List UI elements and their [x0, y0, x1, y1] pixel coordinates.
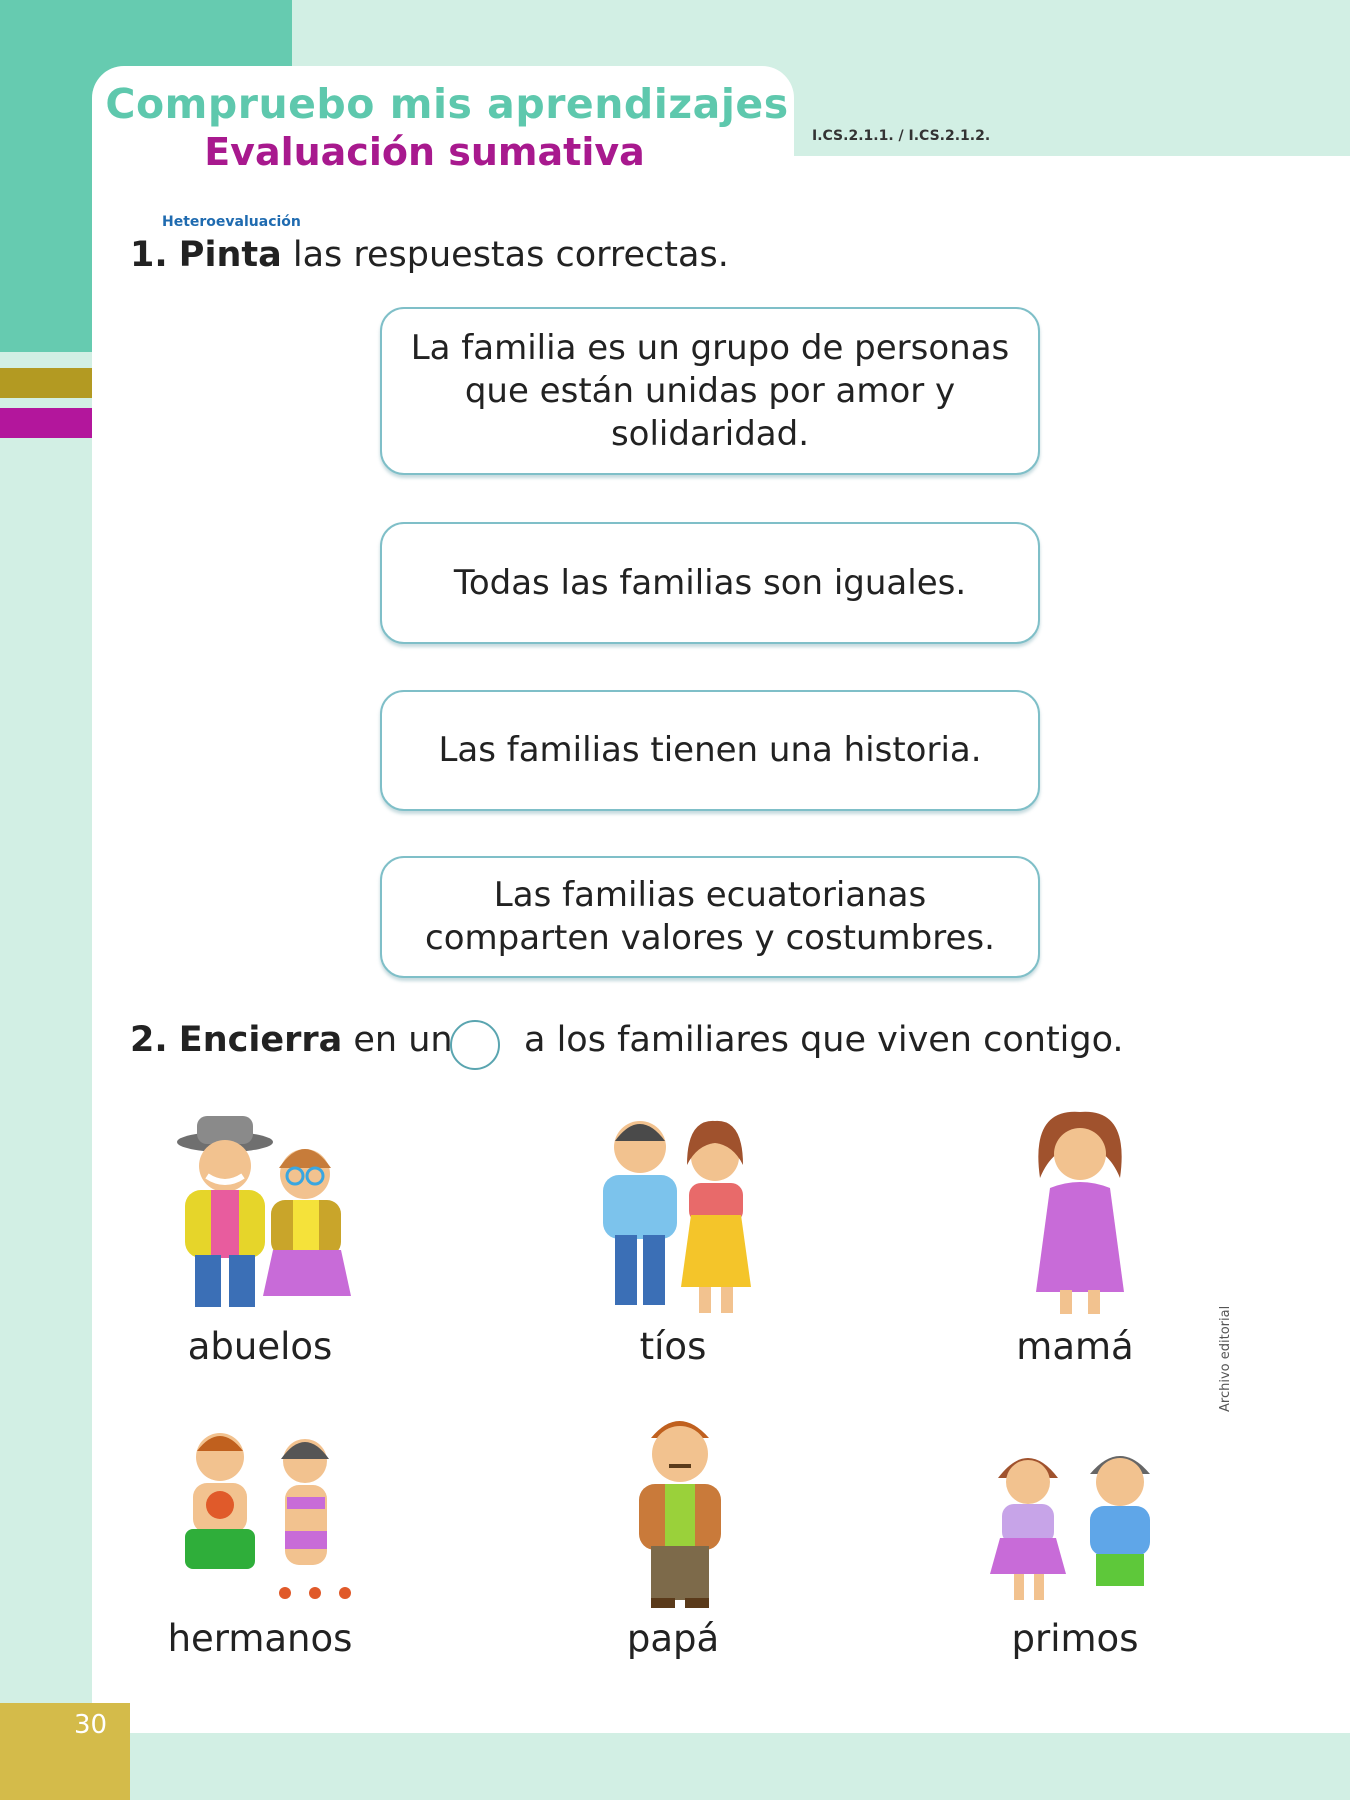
aunt-uncle-illustration[interactable]: [575, 1105, 775, 1325]
question-1-text: las respuestas correctas.: [281, 235, 729, 275]
page-title: Compruebo mis aprendizajes: [105, 80, 789, 128]
magenta-band: [0, 408, 92, 438]
relative-label-mama: mamá: [1016, 1325, 1134, 1368]
answer-option-4[interactable]: Las familias ecuatorianas comparten valores y costumbres.: [380, 856, 1040, 978]
page-number-box: [0, 1703, 130, 1800]
answer-option-2[interactable]: Todas las familias son iguales.: [380, 522, 1040, 644]
father-illustration[interactable]: [615, 1408, 745, 1618]
relative-label-abuelos: abuelos: [187, 1325, 333, 1368]
cousins-illustration[interactable]: [968, 1438, 1178, 1618]
question-1-verb: Pinta: [178, 235, 282, 275]
question-2-text: a los familiares que viven contigo.: [524, 1020, 1124, 1060]
answer-option-3[interactable]: Las familias tienen una historia.: [380, 690, 1040, 811]
answer-option-1[interactable]: La familia es un grupo de personas que están unidas por amor y solidaridad.: [380, 307, 1040, 475]
question-1-prompt: [130, 235, 729, 275]
question-2-mid: en un: [342, 1020, 453, 1060]
image-credit: Archivo editorial: [1218, 1305, 1233, 1412]
relative-label-hermanos: hermanos: [167, 1617, 353, 1660]
section-tag: Heteroevaluación: [162, 214, 301, 230]
question-2-prompt: [130, 1020, 453, 1060]
siblings-illustration[interactable]: [165, 1425, 375, 1615]
curriculum-indicators: I.CS.2.1.1. / I.CS.2.1.2.: [812, 128, 991, 144]
relative-label-papa: papá: [626, 1617, 720, 1660]
question-2-number: 2.: [130, 1020, 168, 1060]
olive-band: [0, 368, 92, 398]
relative-label-tios: tíos: [639, 1325, 707, 1368]
question-2-verb: Encierra: [178, 1020, 343, 1060]
page-number: 30: [74, 1710, 108, 1740]
circle-icon: [450, 1020, 500, 1070]
page-subtitle: Evaluación sumativa: [204, 130, 645, 174]
relative-label-primos: primos: [1011, 1617, 1139, 1660]
question-1-number: 1.: [130, 235, 168, 275]
grandparents-illustration[interactable]: [145, 1110, 385, 1320]
mother-illustration[interactable]: [1020, 1108, 1140, 1323]
